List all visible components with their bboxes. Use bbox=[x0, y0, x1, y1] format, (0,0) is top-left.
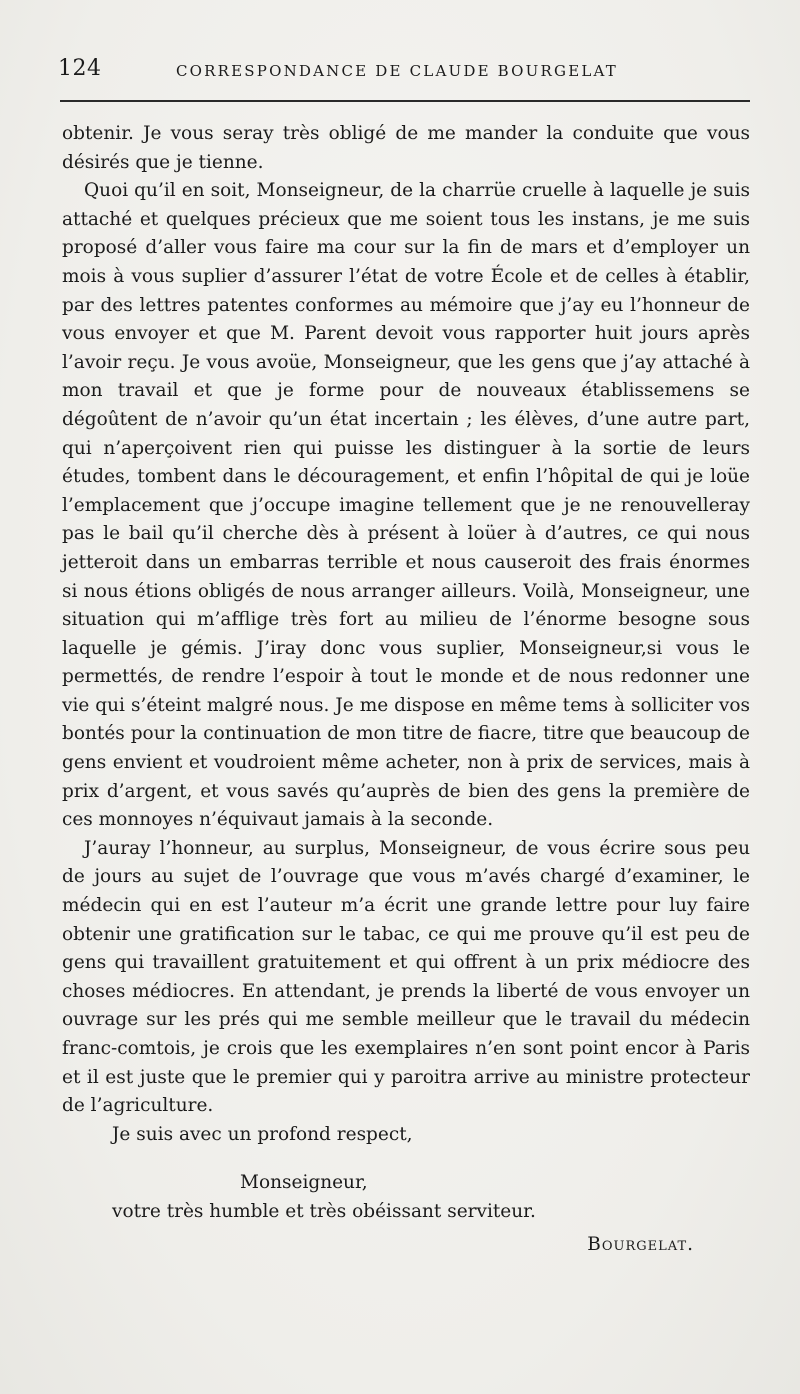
paragraph-work: J’auray l’honneur, au surplus, Monseigneur, de vous écrire sous peu de jours au sujet de l’ouvrage que vous m’avés chargé d’examiner, le médecin qui en est l’auteur m’a écrit une grande lettre pour luy faire obtenir une gratification sur le tabac, ce qui me prouve qu’il est peu de gens qui travaillent gratuitement et qui offrent à un prix médiocre des choses médiocres. En attendant, je prends la liberté de vous envoyer un ouvrage sur les prés qui me semble meilleur que le travail du médecin franc-comtois, je crois que les exemplaires n’en sont point encor à Paris et il est juste que le premier qui y paroitra arrive au ministre protecteur de l’agriculture. bbox=[62, 837, 750, 1117]
running-head bbox=[58, 56, 750, 86]
salutation-line: Monseigneur, bbox=[240, 1172, 368, 1194]
paragraph-continuation: obtenir. Je vous seray très obligé de me mander la conduite que vous désirés que je tienne. bbox=[62, 123, 750, 173]
header-rule bbox=[60, 100, 750, 102]
running-title: CORRESPONDANCE DE CLAUDE BOURGELAT bbox=[176, 62, 618, 80]
servant-line: votre très humble et très obéissant serviteur. bbox=[112, 1200, 536, 1222]
page-number: 124 bbox=[58, 56, 102, 81]
letter-body bbox=[62, 120, 750, 1259]
paragraph-school: Quoi qu’il en soit, Monseigneur, de la charrüe cruelle à laquelle je suis attaché et quelques précieux que me soient tous les instans, je me suis proposé d’aller vous faire ma cour sur la fin de mars et d’employer un mois à vous suplier d’assurer l’état de votre École et de celles à établir, par des lettres patentes conformes au mémoire que j’ay eu l’honneur de vous envoyer et que M. Parent devoit vous rapporter huit jours après l’avoir reçu. Je vous avoüe, Monseigneur, que les gens que j’ay attaché à mon travail et que je forme pour de nouveaux établissemens se dégoûtent de n’avoir qu’un état incertain ; les élèves, d’une autre part, qui n’aperçoivent rien qui puisse les distinguer à la sortie de leurs études, tombent dans le découragement, et enfin l’hôpital de qui je loüe l’emplacement que j’occupe imagine tellement que je ne renouvelleray pas le bail qu’il cherche dès à présent à loüer à d’autres, ce qui nous jetteroit dans un embarras terrible et nous causeroit des frais énormes si nous étions obligés de nous arranger ailleurs. Voilà, Monseigneur, une situation qui m’afflige très fort au milieu de l’énorme besogne sous laquelle je gémis. J’iray donc vous suplier, Monseigneur,si vous le permettés, de rendre l’espoir à tout le monde et de nous redonner une vie qui s’éteint malgré nous. Je me dispose en même tems à solliciter vos bontés pour la continuation de mon titre de fiacre, titre que beaucoup de gens envient et voudroient même acheter, non à prix de services, mais à prix d’argent, et vous savés qu’auprès de bien des gens la première de ces monnoyes n’équivaut jamais à la seconde. bbox=[62, 180, 750, 831]
closing-line: Je suis avec un profond respect, bbox=[112, 1123, 413, 1145]
signature: Bourgelat. bbox=[587, 1233, 694, 1255]
